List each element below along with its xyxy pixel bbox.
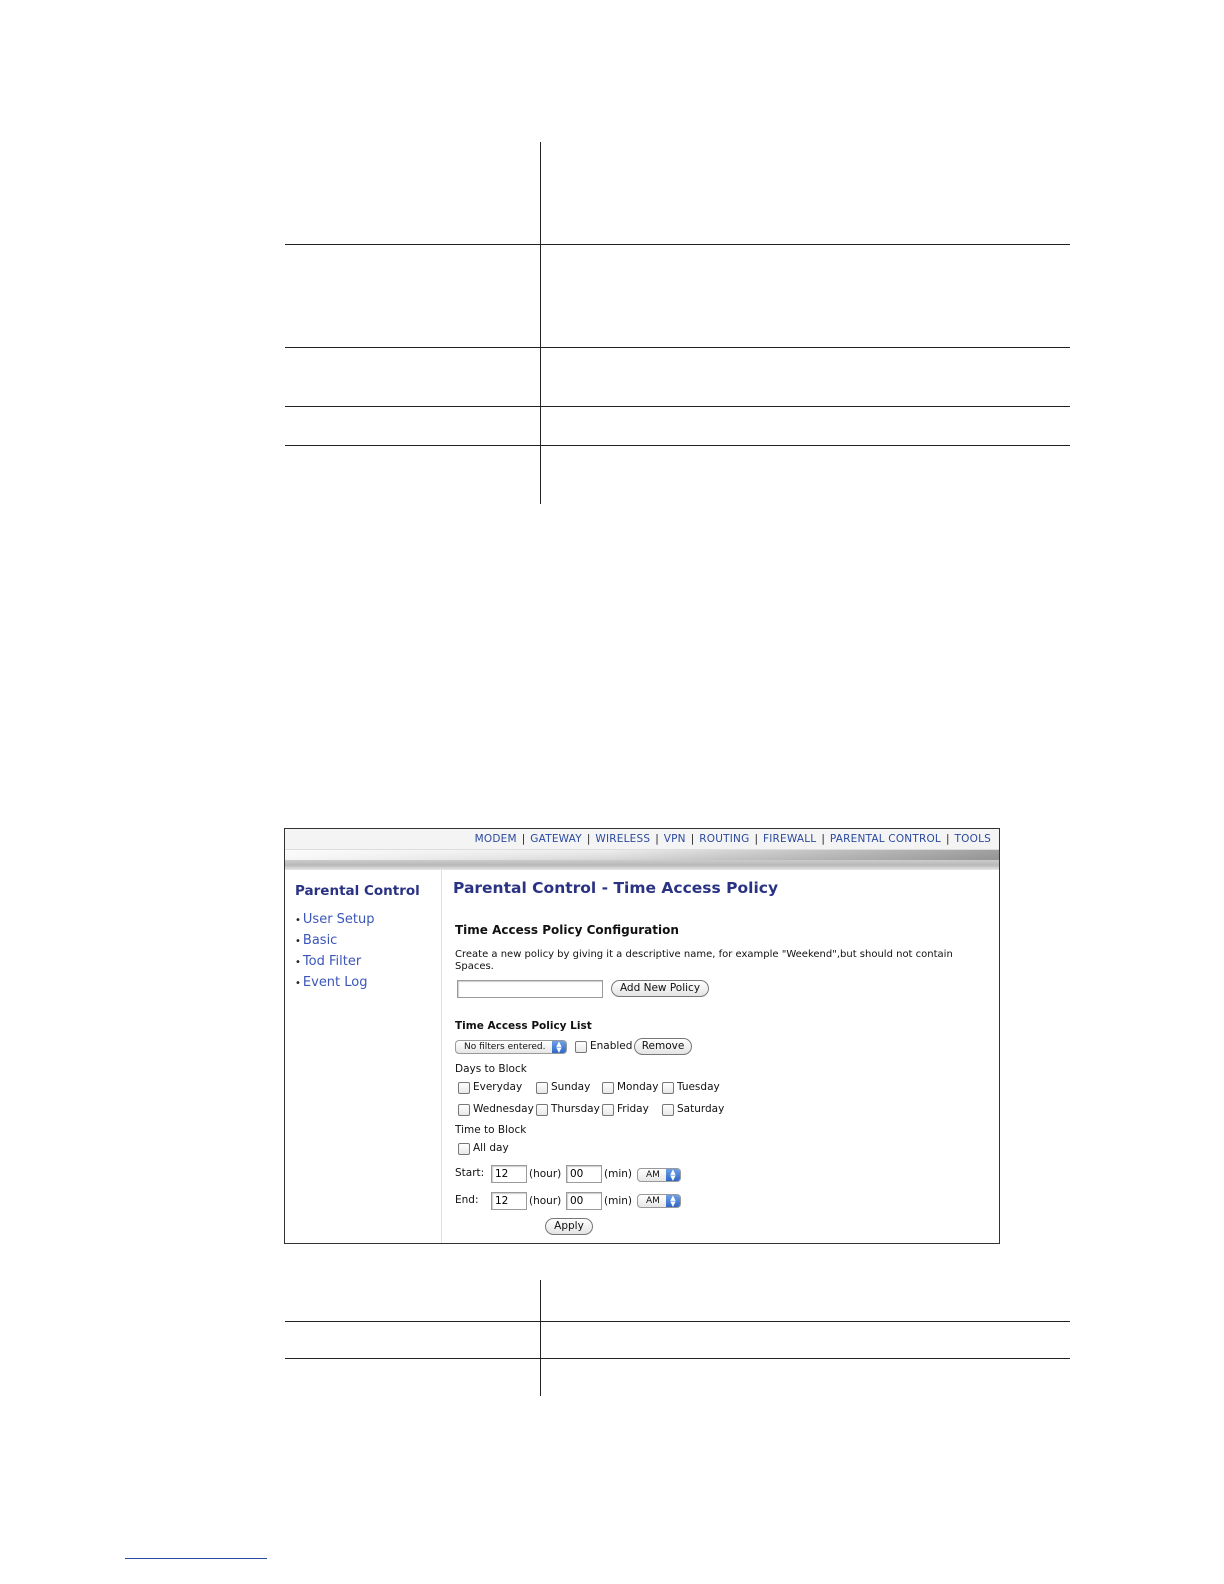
time-heading: Time to Block [455,1124,527,1136]
nav-parental-control[interactable]: PARENTAL CONTROL [829,833,941,845]
policy-list-select[interactable] [455,1040,567,1054]
lower-table-rule [285,1358,1070,1359]
sidebar-item-user-setup[interactable] [295,912,375,927]
lower-table-rule [285,1321,1070,1322]
end-ampm-value: AM [646,1196,660,1206]
sidebar-item-basic[interactable] [295,933,337,948]
bullet-icon: • [295,936,301,947]
wednesday-checkbox[interactable] [458,1104,470,1116]
header-swoosh-banner [285,850,999,870]
nav-separator: | [690,833,695,845]
sidebar-item-label: User Setup [302,912,375,927]
policy-list-select-value: No filters entered. [464,1042,546,1052]
nav-separator: | [754,833,758,845]
bullet-icon: • [295,957,301,968]
remove-button[interactable]: Remove [634,1038,692,1055]
sidebar-item-label: Event Log [302,975,368,990]
add-new-policy-button[interactable]: Add New Policy [611,980,709,997]
all-day-checkbox[interactable] [458,1143,470,1155]
footnote-rule [125,1558,267,1559]
upper-table-rule [285,445,1070,446]
all-day-label: All day [473,1142,509,1154]
sunday-checkbox[interactable] [536,1082,548,1094]
end-min-unit: (min) [604,1195,632,1207]
nav-separator: | [821,833,825,845]
select-arrows-icon: ▲ ▼ [666,1195,680,1207]
sidebar-item-tod-filter[interactable] [295,954,361,969]
tuesday-label: Tuesday [677,1081,720,1093]
select-arrows-icon: ▲ ▼ [666,1169,680,1181]
upper-table-rule [285,406,1070,407]
select-arrows-icon: ▲ ▼ [552,1041,566,1053]
nav-tools[interactable]: TOOLS [954,833,991,845]
nav-separator: | [586,833,591,845]
sidebar-item-label: Tod Filter [302,954,362,969]
end-min-input[interactable] [566,1192,602,1210]
thursday-checkbox[interactable] [536,1104,548,1116]
config-help-text: Create a new policy by giving it a descriptive name, for example "Weekend",but should not contain Spaces. [455,949,953,972]
enabled-checkbox[interactable] [575,1041,587,1053]
start-min-input[interactable] [566,1165,602,1183]
monday-label: Monday [617,1081,659,1093]
end-label: End: [455,1194,479,1206]
days-heading: Days to Block [455,1063,527,1075]
top-navigation [285,829,999,850]
nav-separator: | [655,833,659,845]
config-heading: Time Access Policy Configuration [455,923,679,937]
nav-separator: | [521,833,526,845]
wednesday-label: Wednesday [473,1103,534,1115]
friday-label: Friday [617,1103,649,1115]
end-hour-unit: (hour) [529,1195,562,1207]
end-hour-input[interactable] [491,1192,527,1210]
friday-checkbox[interactable] [602,1104,614,1116]
page-title: Parental Control - Time Access Policy [453,879,779,897]
monday-checkbox[interactable] [602,1082,614,1094]
ui-screenshot [284,828,1000,1244]
everyday-checkbox[interactable] [458,1082,470,1094]
start-label: Start: [455,1167,485,1179]
start-min-unit: (min) [604,1168,632,1180]
nav-modem[interactable]: MODEM [474,833,517,845]
start-ampm-select[interactable] [637,1168,681,1182]
sidebar [285,870,442,1243]
nav-firewall[interactable]: FIREWALL [763,833,817,845]
nav-gateway[interactable]: GATEWAY [530,833,582,845]
upper-table-rule [285,244,1070,245]
nav-routing[interactable]: ROUTING [699,833,750,845]
tuesday-checkbox[interactable] [662,1082,674,1094]
policy-name-input[interactable] [457,980,603,998]
start-hour-input[interactable] [491,1165,527,1183]
nav-vpn[interactable]: VPN [663,833,686,845]
upper-table-divider [540,142,541,504]
end-ampm-select[interactable] [637,1194,681,1208]
sidebar-title: Parental Control [295,883,420,899]
sidebar-item-label: Basic [302,933,338,948]
saturday-checkbox[interactable] [662,1104,674,1116]
main-content [443,870,995,1243]
saturday-label: Saturday [677,1103,725,1115]
everyday-label: Everyday [473,1081,523,1093]
upper-table-rule [285,347,1070,348]
sidebar-item-event-log[interactable] [295,975,368,990]
policy-list-heading: Time Access Policy List [455,1020,592,1032]
bullet-icon: • [295,978,301,989]
enabled-label: Enabled [590,1040,633,1052]
nav-separator: | [945,833,950,845]
start-ampm-value: AM [646,1170,660,1180]
lower-table-divider [540,1280,541,1396]
apply-button[interactable]: Apply [545,1218,593,1235]
sunday-label: Sunday [551,1081,591,1093]
bullet-icon: • [295,915,301,926]
start-hour-unit: (hour) [529,1168,562,1180]
top-nav-links [475,829,991,849]
nav-wireless[interactable]: WIRELESS [595,833,651,845]
thursday-label: Thursday [551,1103,600,1115]
